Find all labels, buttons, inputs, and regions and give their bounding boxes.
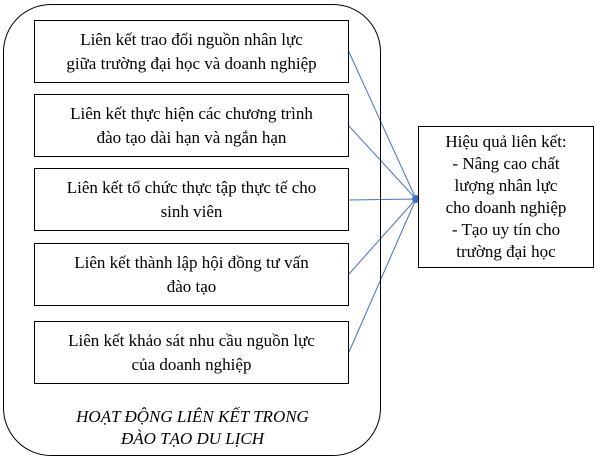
activity-box-3: [34, 168, 349, 231]
activity-text-2: [70, 102, 313, 150]
result-line-1: Hiệu quả liên kết:: [445, 132, 567, 151]
activity-3-line-2: sinh viên: [160, 201, 223, 221]
activity-text-5: [68, 329, 315, 377]
activity-box-4: [34, 243, 349, 306]
activity-4-line-1: Liên kết thành lập hội đồng tư vấn: [74, 252, 309, 272]
result-line-3: lượng nhân lực: [454, 176, 558, 195]
activity-1-line-1: Liên kết trao đổi nguồn nhân lực: [80, 29, 303, 49]
activity-3-line-1: Liên kết tổ chức thực tập thực tế cho: [66, 177, 317, 197]
group-caption: [20, 406, 365, 450]
activity-1-line-2: giữa trường đại học và doanh nghiệp: [66, 53, 317, 73]
activity-5-line-2: của doanh nghiệp: [131, 354, 252, 374]
result-line-2: - Nâng cao chất: [452, 154, 560, 173]
activity-text-1: [66, 28, 316, 76]
activity-text-4: [74, 251, 308, 299]
activity-box-2: [34, 94, 349, 157]
activity-2-line-2: đào tạo dài hạn và ngắn hạn: [96, 127, 287, 147]
activity-4-line-2: đào tạo: [166, 276, 217, 296]
group-caption-line-1: HOẠT ĐỘNG LIÊN KẾT TRONG: [76, 407, 309, 426]
result-box: [418, 126, 594, 268]
result-line-5: - Tạo uy tín cho: [451, 220, 561, 239]
activity-text-3: [67, 176, 317, 224]
result-line-6: trường đại học: [456, 242, 556, 261]
activity-box-5: [34, 321, 349, 384]
group-caption-line-2: ĐÀO TẠO DU LỊCH: [120, 429, 265, 448]
activity-5-line-1: Liên kết khảo sát nhu cầu nguồn lực: [68, 330, 315, 350]
activity-box-1: [34, 20, 349, 83]
activity-2-line-1: Liên kết thực hiện các chương trình: [70, 103, 313, 123]
result-line-4: cho doanh nghiệp: [445, 198, 567, 217]
